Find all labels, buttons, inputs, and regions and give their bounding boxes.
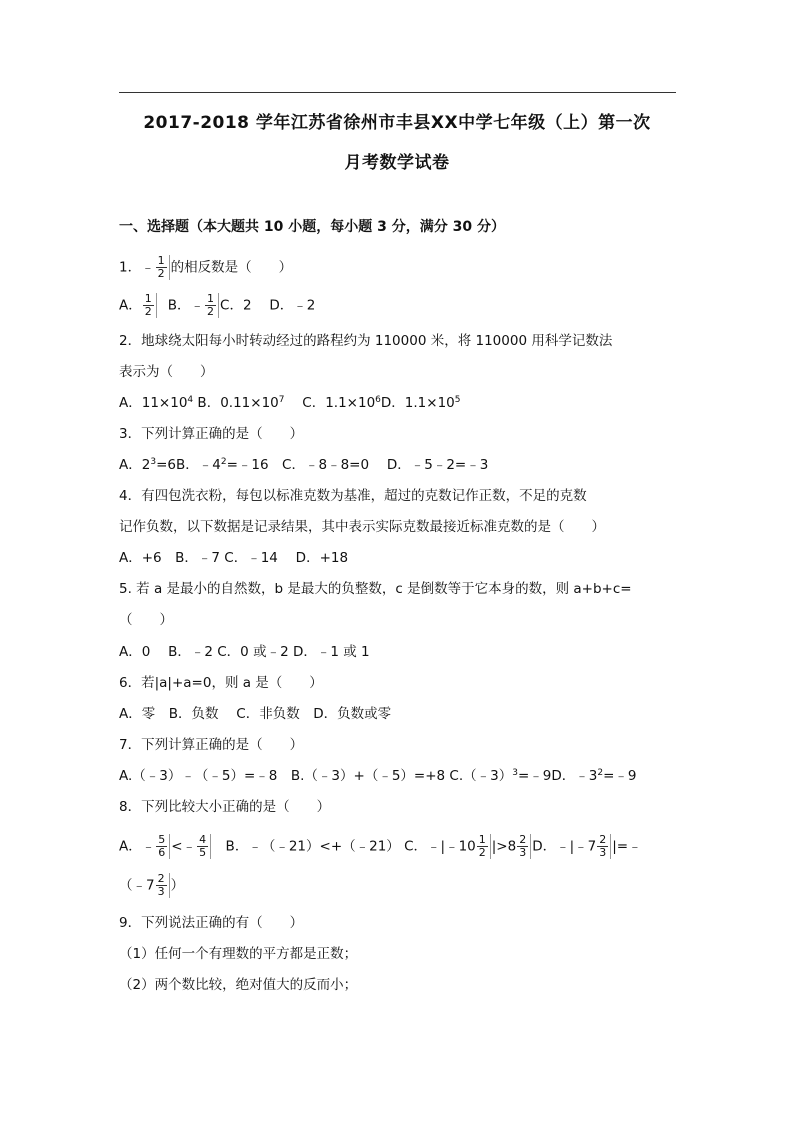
question-2-options: A．$11\times 10^4$ B．$0.11\times 10^7$ C．$1.1\times 10^6D$．$1.1\times 10^5$ [119,395,461,411]
question-8-options: A．﹣ $\frac{5}{6}$ <﹣ $\frac{4}{5}$ B．﹣（﹣21）<+（﹣21） C．﹣|﹣10 $\frac{1}{2}$ |>8 $\frac{2}{3}$ D．﹣|﹣7 $\frac{2}{3}$ |=﹣ [119,833,642,859]
header-rule [119,92,676,93]
question-3-stem: 3．下列计算正确的是（ ） [119,426,304,442]
question-5-options: A．0 B．﹣2 C．0 或﹣2 D．﹣1 或 1 [119,644,370,660]
question-9-statement-1: （1）任何一个有理数的平方都是正数； [119,946,358,962]
fraction: $\frac{2}{3}$ [156,873,170,898]
fraction: $\frac{1}{2}$ [143,293,157,318]
question-8-options-line2: （﹣7 $\frac{2}{3}$ ） [119,872,185,898]
fraction: $\frac{1}{2}$ [156,255,170,280]
question-1-options: A． $\frac{1}{2}$ B．﹣ $\frac{1}{2}$ C．2 D．﹣2 [119,292,316,318]
question-4-line2: 记作负数，以下数据是记录结果，其中表示实际克数最接近标准克数的是（ ） [119,519,605,535]
question-3-options: A．$2^3=6B$．$﹣4^2=﹣16$ C．﹣8﹣8=0 D．﹣5﹣2=﹣3 [119,457,489,473]
fraction: $\frac{1}{2}$ [205,293,219,318]
fraction: $\frac{2}{3}$ [517,834,531,859]
question-2-line2: 表示为（ ） [119,364,214,380]
question-7-options: A.（﹣3）﹣（﹣5）=﹣8 B.（﹣3）+（﹣5）=+8 C.（﹣3）$^3$=﹣9D．$﹣3^2=﹣9$ [119,768,637,784]
question-6-stem: 6．若|a|+a=0，则 a 是（ ） [119,675,323,691]
question-5-line2: （ ） [119,612,173,628]
page-title-line2: 月考数学试卷 [344,153,450,173]
page-title-line1: 2017-2018 学年江苏省徐州市丰县XX中学七年级（上）第一次 [143,113,651,133]
question-2-line1: 2．地球绕太阳每小时转动经过的路程约为 110000 米，将 110000 用科学记数法 [119,333,613,349]
question-8-stem: 8．下列比较大小正确的是（ ） [119,799,331,815]
question-9-stem: 9．下列说法正确的有（ ） [119,915,304,931]
question-7-stem: 7．下列计算正确的是（ ） [119,737,304,753]
question-5-line1: 5. 若 a 是最小的自然数，b 是最大的负整数，c 是倒数等于它本身的数，则 a+b+c= [119,581,632,597]
fraction: $\frac{1}{2}$ [477,834,491,859]
fraction: $\frac{4}{5}$ [197,834,211,859]
question-9-statement-2: （2）两个数比较，绝对值大的反而小； [119,977,358,993]
fraction: $\frac{5}{6}$ [156,834,170,859]
question-4-line1: 4．有四包洗衣粉，每包以标准克数为基准，超过的克数记作正数，不足的克数 [119,488,587,504]
section-heading: 一、选择题（本大题共 10 小题，每小题 3 分，满分 30 分） [119,219,505,235]
question-4-options: A．+6 B．﹣7 C．﹣14 D．+18 [119,550,349,566]
question-6-options: A．零 B．负数 C．非负数 D．负数或零 [119,706,392,722]
fraction: $\frac{2}{3}$ [597,834,611,859]
question-1-stem: 1．﹣ $\frac{1}{2}$ 的相反数是（ ） [119,254,293,280]
